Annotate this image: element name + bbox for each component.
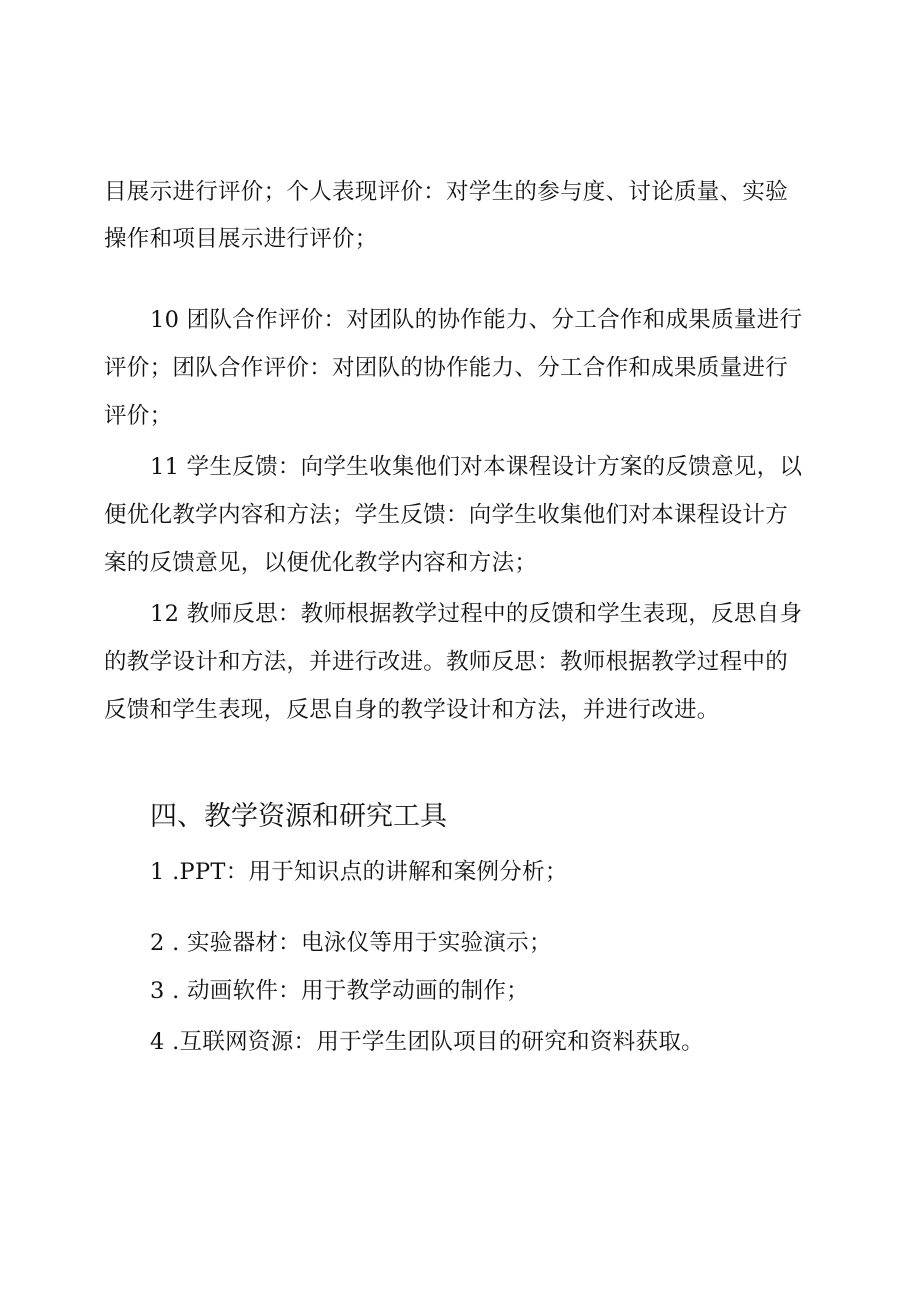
list-item: 4 .互联网资源：用于学生团队项目的研究和资料获取。 — [150, 1029, 704, 1055]
paragraph-line: 目展示进行评价；个人表现评价：对学生的参与度、讨论质量、实验 — [104, 179, 789, 205]
list-item: 2 . 实验器材：电泳仪等用于实验演示； — [150, 930, 552, 956]
paragraph-line: 反馈和学生表现，反思自身的教学设计和方法，并进行改进。 — [104, 697, 720, 723]
paragraph-line: 的教学设计和方法，并进行改进。教师反思：教师根据教学过程中的 — [104, 649, 789, 675]
paragraph-line: 10 团队合作评价：对团队的协作能力、分工合作和成果质量进行 — [150, 307, 803, 333]
section-heading: 四、教学资源和研究工具 — [150, 801, 447, 832]
paragraph-line: 11 学生反馈：向学生收集他们对本课程设计方案的反馈意见，以 — [150, 454, 803, 480]
paragraph-line: 操作和项目展示进行评价； — [104, 226, 378, 252]
list-item: 3 . 动画软件：用于教学动画的制作； — [150, 978, 529, 1004]
paragraph-line: 评价；团队合作评价：对团队的协作能力、分工合作和成果质量进行 — [104, 355, 789, 381]
paragraph-line: 评价； — [104, 403, 173, 429]
paragraph-line: 12 教师反思：教师根据教学过程中的反馈和学生表现，反思自身 — [150, 601, 803, 627]
paragraph-line: 案的反馈意见，以便优化教学内容和方法； — [104, 550, 538, 576]
list-item: 1 .PPT：用于知识点的讲解和案例分析； — [150, 859, 568, 885]
paragraph-line: 便优化教学内容和方法；学生反馈：向学生收集他们对本课程设计方 — [104, 502, 789, 528]
